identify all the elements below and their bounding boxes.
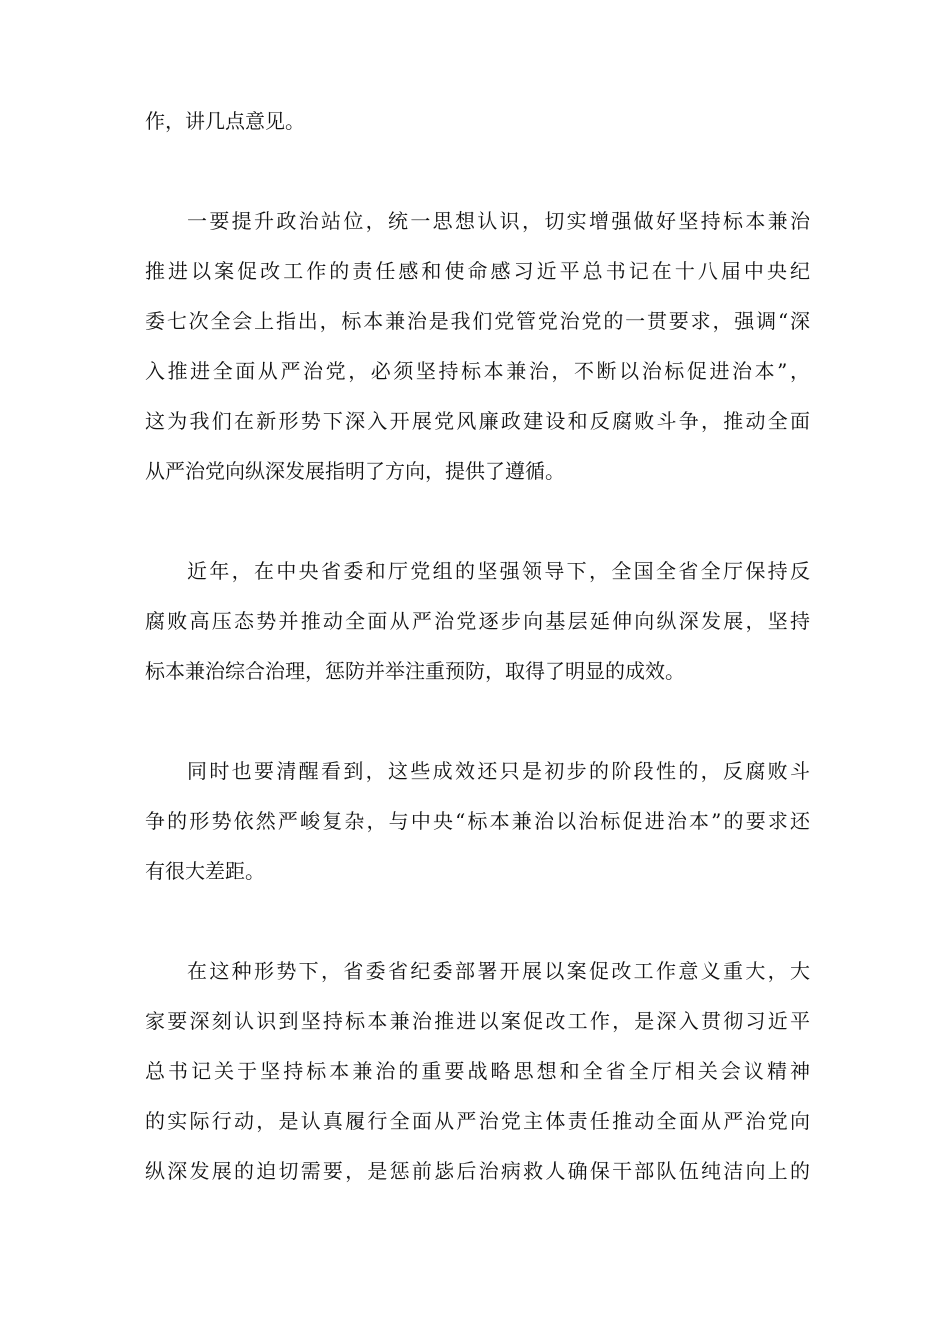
paragraph-1-line-1: 作，讲几点意见。 (145, 109, 305, 133)
paragraph-2-line-1: 一要提升政治站位，统一思想认识，切实增强做好坚持标本兼治 (187, 209, 810, 233)
paragraph-2-line-2: 推进以案促改工作的责任感和使命感习近平总书记在十八届中央纪 (145, 259, 810, 283)
paragraph-4-line-2: 争的形势依然严峻复杂，与中央“标本兼治以治标促进治本”的要求还 (145, 809, 810, 833)
paragraph-5-line-1: 在这种形势下，省委省纪委部署开展以案促改工作意义重大，大 (187, 959, 810, 983)
paragraph-4-line-3: 有很大差距。 (145, 859, 265, 883)
paragraph-2-line-4: 入推进全面从严治党，必须坚持标本兼治，不断以治标促进治本”， (145, 359, 810, 383)
paragraph-5-line-3: 总书记关于坚持标本兼治的重要战略思想和全省全厅相关会议精神 (145, 1059, 810, 1083)
paragraph-4-line-1: 同时也要清醒看到，这些成效还只是初步的阶段性的，反腐败斗 (187, 759, 810, 783)
paragraph-2-line-6: 从严治党向纵深发展指明了方向，提供了遵循。 (145, 459, 565, 483)
paragraph-3-line-3: 标本兼治综合治理，惩防并举注重预防，取得了明显的成效。 (145, 659, 685, 683)
paragraph-3-line-2: 腐败高压态势并推动全面从严治党逐步向基层延伸向纵深发展，坚持 (145, 609, 810, 633)
paragraph-2-line-3: 委七次全会上指出，标本兼治是我们党管党治党的一贯要求，强调“深 (145, 309, 810, 333)
paragraph-5-line-2: 家要深刻认识到坚持标本兼治推进以案促改工作，是深入贯彻习近平 (145, 1009, 810, 1033)
paragraph-3-line-1: 近年，在中央省委和厅党组的坚强领导下，全国全省全厅保持反 (187, 559, 810, 583)
paragraph-5-line-5: 纵深发展的迫切需要，是惩前毖后治病救人确保干部队伍纯洁向上的 (145, 1159, 810, 1183)
paragraph-2-line-5: 这为我们在新形势下深入开展党风廉政建设和反腐败斗争，推动全面 (145, 409, 810, 433)
paragraph-5-line-4: 的实际行动，是认真履行全面从严治党主体责任推动全面从严治党向 (145, 1109, 810, 1133)
